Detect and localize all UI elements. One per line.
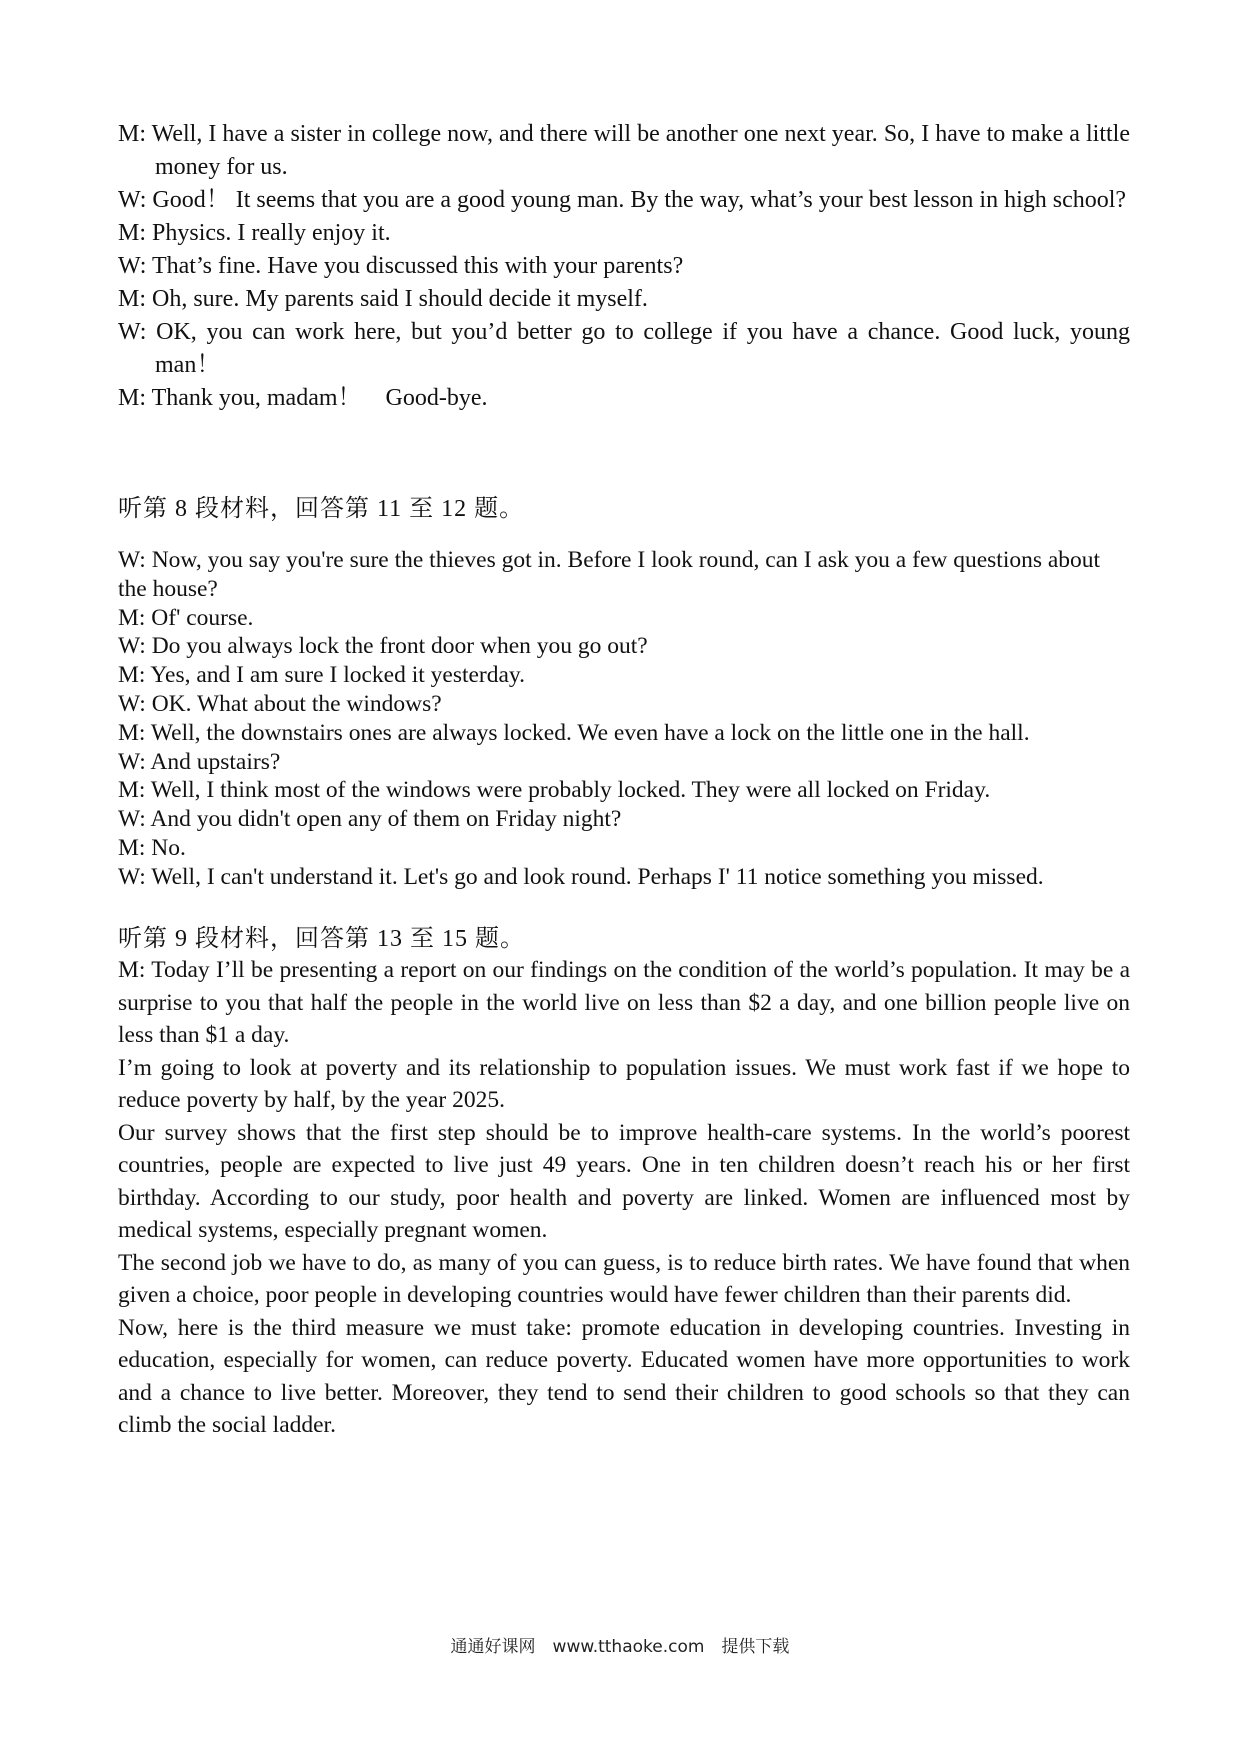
dialogue-line: W: And upstairs? [118, 748, 281, 775]
dialogue-line: W: Well, I can't understand it. Let's go and look round. Perhaps I' 11 notice something you missed. [118, 863, 1044, 890]
dialogue-line: M: Well, I have a sister in college now, and there will be another one next year. So, I have to make a little money for us. [118, 121, 1130, 180]
dialogue-line: W: That’s fine. Have you discussed this with your parents? [118, 253, 684, 279]
monologue-paragraph: The second job we have to do, as many of you can guess, is to reduce birth rates. We have found that when given a choice, poor people in developing countries would have fewer children than their parents did. [118, 1249, 1130, 1308]
dialogue-line: W: Good！ It seems that you are a good young man. By the way, what’s your best lesson in high school? [118, 187, 1127, 213]
dialogue-line: W: Do you always lock the front door when you go out? [118, 633, 648, 660]
dialogue-line: M: Physics. I really enjoy it. [118, 220, 391, 246]
section-9-monologue [118, 954, 1130, 1442]
dialogue-line: M: Of' course. [118, 604, 254, 631]
monologue-paragraph: Our survey shows that the first step should be to improve health-care systems. In the world’s poorest countries, people are expected to live just 49 years. One in ten children doesn’t reach his or her first birthday. According to our study, poor health and poverty are linked. Women are influenced most by medical systems, especially pregnant women. [118, 1119, 1130, 1243]
dialogue-line: W: OK, you can work here, but you’d better go to college if you have a chance. Good luck, young man！ [118, 319, 1130, 378]
dialogue-line: M: Yes, and I am sure I locked it yesterday. [118, 662, 526, 689]
dialogue-line: M: Thank you, madam！ Good-bye. [118, 385, 488, 411]
monologue-paragraph: M: Today I’ll be presenting a report on our findings on the condition of the world’s population. It may be a surprise to you that half the people in the world live on less than $2 a day, and one billion people live on less than $1 a day. [118, 957, 1130, 1048]
section-9-heading: 听第 9 段材料，回答第 13 至 15 题。 [118, 926, 525, 952]
dialogue-7-continued [118, 118, 1130, 415]
dialogue-line: W: And you didn't open any of them on Friday night? [118, 806, 622, 833]
dialogue-line: M: Well, the downstairs ones are always locked. We even have a lock on the little one in the hall. [118, 719, 1030, 746]
dialogue-line: M: No. [118, 834, 186, 861]
dialogue-line: M: Oh, sure. My parents said I should decide it myself. [118, 286, 648, 312]
monologue-paragraph: Now, here is the third measure we must take: promote education in developing countries. Investing in education, especially for women, can reduce poverty. Educated women have more opportunities to work and a chance to live better. Moreover, they tend to send their children to good schools so that they can climb the social ladder. [118, 1314, 1130, 1438]
monologue-paragraph: I’m going to look at poverty and its relationship to population issues. We must work fast if we hope to reduce poverty by half, by the year 2025. [118, 1054, 1130, 1113]
page-footer: 通通好课网 www.tthaoke.com 提供下载 [450, 1637, 790, 1657]
section-8-heading: 听第 8 段材料，回答第 11 至 12 题。 [118, 496, 525, 522]
dialogue-line: W: OK. What about the windows? [118, 690, 442, 717]
dialogue-line: M: Well, I think most of the windows were probably locked. They were all locked on Friday. [118, 777, 991, 804]
dialogue-line: W: Now, you say you're sure the thieves got in. Before I look round, can I ask you a few questions about the house? [118, 547, 1101, 602]
section-8-dialogue [118, 546, 1130, 892]
